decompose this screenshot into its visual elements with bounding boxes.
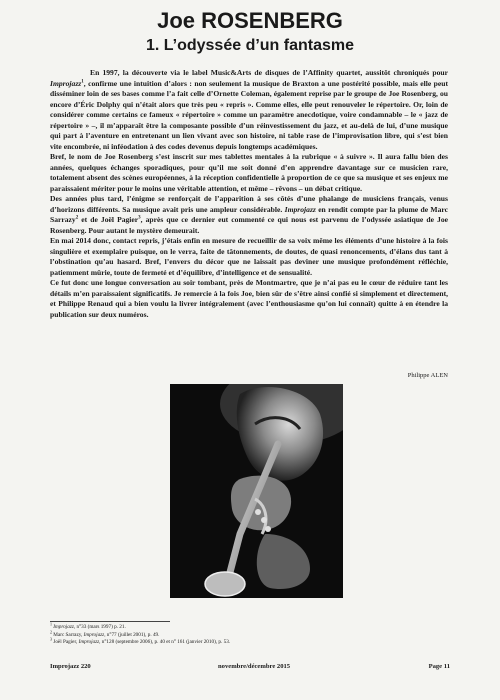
footnote-2: $^2$ Marc Sarrazy, Improjazz, n°77 (juillet 2001), p. 49. bbox=[50, 628, 160, 638]
footnote-3: $^3$ Joël Pagier, Improjazz, n°128 (septembre 2006), p. 40 et n° 161 (janvier 2010), p. 53. bbox=[50, 636, 231, 646]
paragraph-4: En mai 2014 donc, contact repris, j’étais enfin en mesure de recueillir de sa voix même les éléments d’une histoire à la fois singulière et exemplaire puisque, on le verra, faite de tâtonnements, de doutes, de quasi renoncements, d’élans dus tant à l’obstination qu’au hasard. Bref, l’envers du décor que ne laissait pas deviner une musique profondément réfléchie, patiemment mûrie, toute de fermeté et d’équilibre, d’intelligence et de sensualité. bbox=[50, 236, 448, 277]
paragraph-5: Ce fut donc une longue conversation au soir tombant, près de Montmartre, que je n’ai pas eu le cœur de réduire tant les détails m’en paraissaient significatifs. Je remercie à la fois Joe, bien sûr de s’être ainsi confié si simplement et directement, et Philippe Renaud qui a bien voulu la livrer intégralement (avec l’enthousiasme qu’on lui connaît) quitte à en étendre la publication sur deux numéros. bbox=[50, 278, 448, 319]
paragraph-2: Bref, le nom de Joe Rosenberg s’est inscrit sur mes tablettes mentales à la rubrique « à suivre ». Il aura fallu bien des années, quelques échanges sporadiques, pour qu’il me soit donné d’en apprendre davantage sur ce musicien rare, totalement absent des scènes européennes, à la réception confidentielle à proportion de ce que sa musique et ses enjeux me paraissaient mériter pour le moins une véritable attention, et même – rêvons – un débat critique. bbox=[50, 152, 448, 193]
article-title: Joe ROSENBERG bbox=[157, 8, 343, 33]
article-subtitle: 1. L’odyssée d’un fantasme bbox=[145, 37, 355, 54]
footnote-ref-3: 3 bbox=[138, 215, 141, 221]
footnote-ref-1: 1 bbox=[81, 78, 84, 84]
footnote-divider bbox=[50, 621, 170, 622]
footer-magazine-issue: Improjazz 220 bbox=[50, 663, 91, 670]
paragraph-1: En 1997, la découverte via le label Music&Arts de disques de l’Affinity quartet, aussitôt chroniqués pour Improjazz$^1$, confirme une intuition d’alors : non seulement la musique de Braxton a une postérité possible, mais elle peut disséminer loin de ses bases comme l’a fait celle d’Ornette Coleman, également reprise par le groupe de Joe Rosenberg, ou encore d’Éric Dolphy qui n’était alors que très peu « repris ». Comme elles, elle peut renouveler le répertoire. Or, loin de considérer comme certains ce fameux « répertoire » comme un paramètre anecdotique, voire condamnable – le « jazz de répertoire » –, il m’apparaît être la composante possible d’un réinvestissement du jazz, et au-delà de lui, d’une musique qui part à l’aventure en entretenant un lien vivant avec son histoire, ni table rase de l’improvisation libre, qui s’est bien vite encombrée, ni inféodation à des codes devenus depuis longtemps académiques. bbox=[50, 68, 448, 151]
footer-date: novembre/décembre 2015 bbox=[218, 663, 291, 670]
footnotes bbox=[50, 621, 450, 647]
article-body bbox=[50, 68, 448, 320]
trumpet-bell bbox=[205, 572, 245, 596]
author-signature: Philippe ALEN bbox=[407, 372, 448, 379]
footnote-ref-2: 2 bbox=[75, 215, 79, 221]
page-footer bbox=[50, 662, 450, 672]
footnote-1: $^1$ Improjazz, n°33 (mars 1997) p. 21. bbox=[50, 621, 126, 630]
photo-illustration bbox=[170, 384, 343, 598]
paragraph-3: Des années plus tard, l’énigme se renforçait de l’apparition à ses côtés d’une phalange de musiciens français, venus d’horizons différents. Sa musique avait pris une ampleur considérable. Improjazz en rendit compte par la plume de Marc Sarrazy$^2$ et de Joël Pagier$^3$, après que ce dernier eut commenté ce qui nous est parvenu de l’odyssée asiatique de Joe Rosenberg. Pour autant le mystère demeurait. bbox=[50, 194, 448, 235]
footer-page-number: Page 11 bbox=[428, 663, 450, 670]
trumpet-player-photo bbox=[170, 384, 343, 598]
